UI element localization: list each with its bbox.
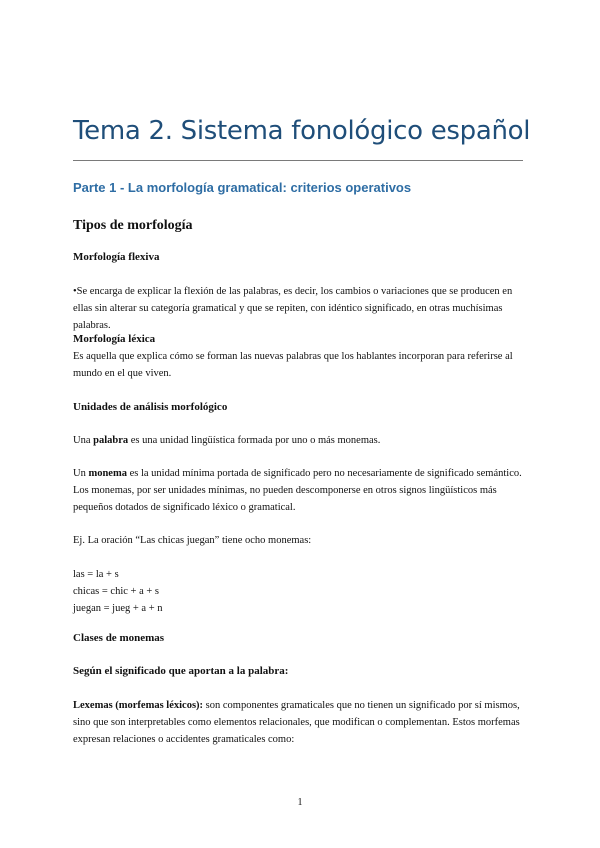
- paragraph-lexemas: [73, 697, 528, 748]
- part-heading: Parte 1 - La morfología gramatical: criterios operativos: [73, 180, 412, 195]
- palabra-term: palabra: [93, 435, 129, 446]
- heading-unidades: Unidades de análisis morfológico: [73, 401, 228, 413]
- title-divider: [73, 160, 523, 161]
- heading-clases-monemas: Clases de monemas: [73, 632, 165, 644]
- paragraph-ejemplo: Ej. La oración “Las chicas juegan” tiene ocho monemas:: [73, 535, 312, 546]
- heading-morfologia-lexica: Morfología léxica: [73, 333, 156, 345]
- palabra-suffix: es una unidad lingüística formada por uno o más monemas.: [128, 435, 381, 446]
- paragraph-monema: [73, 465, 528, 516]
- page-number: 1: [297, 797, 303, 808]
- paragraph-flexiva: •Se encarga de explicar la flexión de las palabras, es decir, los cambios o variaciones que se producen en ellas sin alterar su categoría gramatical y que se repiten, con idéntico significado, en otras muchísimas palabras.: [73, 286, 513, 331]
- ejemplo-line: chicas = chic + a + s: [73, 586, 159, 597]
- paragraph-palabra: [73, 432, 528, 449]
- lexemas-term: Lexemas (morfemas léxicos):: [73, 700, 204, 711]
- document-title: Tema 2. Sistema fonológico español: [73, 116, 531, 146]
- ejemplo-line: juegan = jueg + a + n: [73, 603, 163, 614]
- paragraph-lexica: Es aquella que explica cómo se forman las nuevas palabras que los hablantes incorporan para referirse al mundo en el que viven.: [73, 351, 513, 379]
- lexemas-text: son componentes gramaticales que no tienen un significado por sí mismos, sino que son interpretables como elementos relacionales, que modifican o complementan. Estos morfemas expresan relaciones o accidentes gramaticales como:: [73, 700, 520, 745]
- section-heading-tipos: Tipos de morfología: [73, 218, 193, 233]
- monema-suffix: es la unidad mínima portada de significado pero no necesariamente de significado semántico. Los monemas, por ser unidades mínimas, no pueden descomponerse en otros signos lingüísticos más pequeños dotados de significado léxico o gramatical.: [73, 468, 522, 513]
- monema-prefix: Un: [73, 468, 89, 479]
- monema-term: monema: [88, 468, 127, 479]
- heading-morfologia-flexiva: Morfología flexiva: [73, 251, 160, 263]
- heading-segun-significado: Según el significado que aportan a la palabra:: [73, 665, 289, 677]
- ejemplo-line: las = la + s: [73, 569, 119, 580]
- palabra-prefix: Una: [73, 435, 94, 446]
